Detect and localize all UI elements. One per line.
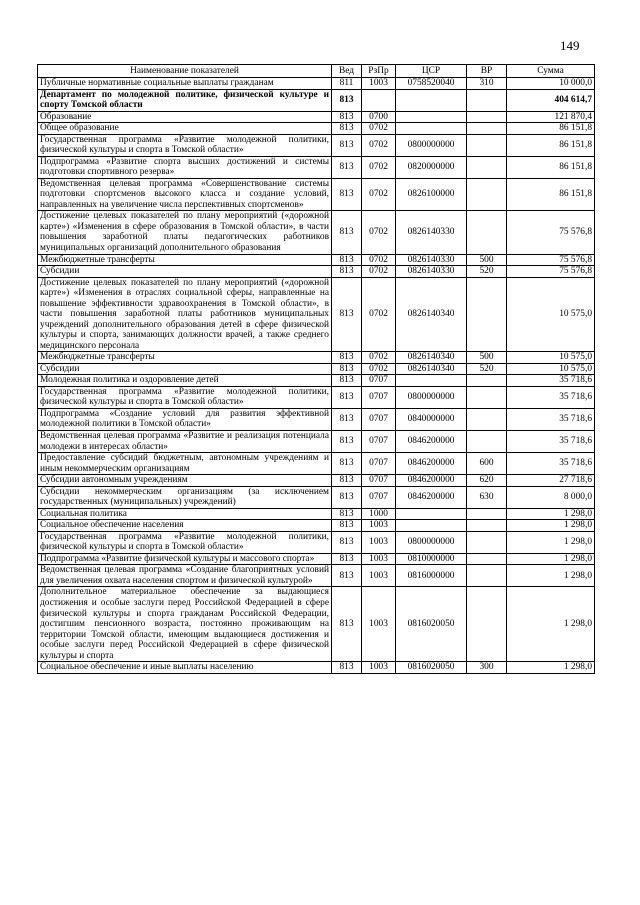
row-rzpr: 1003 <box>362 531 396 553</box>
table-row <box>38 375 595 387</box>
row-csr: 0846200000 <box>396 486 467 508</box>
row-ved: 813 <box>332 375 362 387</box>
row-rzpr: 0702 <box>362 266 396 278</box>
page-number: 149 <box>560 38 580 53</box>
row-name: Государственная программа «Развитие молодежной политики, физической культуры и спорта в Томской области» <box>38 386 332 408</box>
row-csr <box>396 111 467 123</box>
row-vr <box>467 277 507 352</box>
table-row <box>38 352 595 364</box>
row-ved: 813 <box>332 587 362 662</box>
row-csr: 0816020050 <box>396 587 467 662</box>
row-name: Дополнительное материальное обеспечение за выдающиеся достижения и особые заслуги перед Российской Федерацией в сфере физической культуры и спорта гражданам Российской Федерации, достигшим пенсионного возраста, постоянно проживающим на территории Томской области, имеющим выдающиеся достижения и особые заслуги перед Российской Федерацией в сфере физической культуры и спорта <box>38 587 332 662</box>
row-vr <box>467 565 507 587</box>
row-rzpr: 1003 <box>362 553 396 565</box>
row-rzpr: 1003 <box>362 520 396 532</box>
row-name: Подпрограмма «Развитие спорта высших достижений и системы подготовки спортивного резерва» <box>38 156 332 178</box>
row-rzpr: 1003 <box>362 587 396 662</box>
row-rzpr: 0702 <box>362 178 396 211</box>
row-vr <box>467 520 507 532</box>
row-name: Субсидии автономным учреждениям <box>38 475 332 487</box>
table-row <box>38 486 595 508</box>
table-row <box>38 89 595 111</box>
row-vr: 310 <box>467 78 507 90</box>
table-row <box>38 475 595 487</box>
row-sum: 27 718,6 <box>507 475 595 487</box>
row-csr: 0826140330 <box>396 254 467 266</box>
row-csr: 0816000000 <box>396 565 467 587</box>
row-sum: 86 151,8 <box>507 123 595 135</box>
row-name: Публичные нормативные социальные выплаты гражданам <box>38 78 332 90</box>
row-name: Субсидии <box>38 266 332 278</box>
row-name: Департамент по молодежной политике, физической культуре и спорту Томской области <box>38 89 332 111</box>
table-body <box>38 78 595 674</box>
row-ved: 811 <box>332 78 362 90</box>
row-rzpr: 0707 <box>362 475 396 487</box>
row-sum: 1 298,0 <box>507 508 595 520</box>
row-sum: 1 298,0 <box>507 520 595 532</box>
table-row <box>38 78 595 90</box>
row-rzpr: 0707 <box>362 453 396 475</box>
row-ved: 813 <box>332 486 362 508</box>
row-vr <box>467 375 507 387</box>
header-ved: Вед <box>332 65 362 78</box>
row-sum: 10 575,0 <box>507 363 595 375</box>
row-rzpr: 0707 <box>362 375 396 387</box>
row-vr <box>467 89 507 111</box>
row-rzpr: 0702 <box>362 254 396 266</box>
table-row <box>38 254 595 266</box>
row-vr <box>467 508 507 520</box>
row-rzpr: 1003 <box>362 662 396 674</box>
row-ved: 813 <box>332 111 362 123</box>
row-name: Межбюджетные трансферты <box>38 254 332 266</box>
row-sum: 404 614,7 <box>507 89 595 111</box>
row-rzpr: 0702 <box>362 363 396 375</box>
row-sum: 75 576,8 <box>507 254 595 266</box>
row-name: Ведомственная целевая программа «Развитие и реализация потенциала молодежи в интересах области» <box>38 431 332 453</box>
row-ved: 813 <box>332 408 362 430</box>
row-sum: 35 718,6 <box>507 386 595 408</box>
row-name: Общее образование <box>38 123 332 135</box>
row-vr <box>467 431 507 453</box>
row-ved: 813 <box>332 431 362 453</box>
row-sum: 35 718,6 <box>507 408 595 430</box>
row-name: Достижение целевых показателей по плану мероприятий («дорожной карте») «Изменения в отраслях социальной сферы, направленные на повышение эффективности здравоохранения в Томской области», в части повышения заработной платы работников муниципальных учреждений дополнительного образования детей в сфере физической культуры и спорта, занимающих должности врачей, а также среднего медицинского персонала <box>38 277 332 352</box>
row-vr <box>467 553 507 565</box>
row-csr: 0820000000 <box>396 156 467 178</box>
row-rzpr: 0707 <box>362 486 396 508</box>
row-vr <box>467 156 507 178</box>
row-name: Субсидии некоммерческим организациям (за исключением государственных (муниципальных) учреждений) <box>38 486 332 508</box>
row-vr: 600 <box>467 453 507 475</box>
row-sum: 10 575,0 <box>507 277 595 352</box>
table-header-row <box>38 65 595 78</box>
row-ved: 813 <box>332 156 362 178</box>
row-name: Социальное обеспечение и иные выплаты населению <box>38 662 332 674</box>
row-sum: 35 718,6 <box>507 453 595 475</box>
row-name: Ведомственная целевая программа «Создание благоприятных условий для увеличения охвата населения спортом и физической культурой» <box>38 565 332 587</box>
row-name: Ведомственная целевая программа «Совершенствование системы подготовки спортсменов высокого класса и создание условий, направленных на увеличение числа перспективных спортсменов» <box>38 178 332 211</box>
table-row <box>38 587 595 662</box>
row-rzpr: 1000 <box>362 508 396 520</box>
row-rzpr: 0707 <box>362 431 396 453</box>
row-ved: 813 <box>332 363 362 375</box>
row-sum: 75 576,8 <box>507 211 595 254</box>
row-rzpr: 0707 <box>362 408 396 430</box>
header-name: Наименование показателей <box>38 65 332 78</box>
header-vr: ВР <box>467 65 507 78</box>
row-vr: 500 <box>467 352 507 364</box>
row-csr: 0810000000 <box>396 553 467 565</box>
row-csr <box>396 89 467 111</box>
row-ved: 813 <box>332 508 362 520</box>
row-name: Субсидии <box>38 363 332 375</box>
row-csr <box>396 520 467 532</box>
table-row <box>38 266 595 278</box>
header-csr: ЦСР <box>396 65 467 78</box>
row-csr: 0826140330 <box>396 266 467 278</box>
row-name: Молодежная политика и оздоровление детей <box>38 375 332 387</box>
row-name: Образование <box>38 111 332 123</box>
row-csr: 0826140340 <box>396 352 467 364</box>
row-vr <box>467 211 507 254</box>
row-rzpr: 0700 <box>362 111 396 123</box>
row-sum: 8 000,0 <box>507 486 595 508</box>
row-csr <box>396 375 467 387</box>
row-vr <box>467 587 507 662</box>
row-ved: 813 <box>332 475 362 487</box>
row-sum: 75 576,8 <box>507 266 595 278</box>
row-rzpr: 0702 <box>362 352 396 364</box>
row-rzpr: 0707 <box>362 386 396 408</box>
header-sum: Сумма <box>507 65 595 78</box>
row-sum: 86 151,8 <box>507 178 595 211</box>
row-csr: 0800000000 <box>396 134 467 156</box>
row-name: Подпрограмма «Создание условий для развития эффективной молодежной политики в Томской области» <box>38 408 332 430</box>
row-rzpr <box>362 89 396 111</box>
row-ved: 813 <box>332 254 362 266</box>
row-csr: 0826140340 <box>396 363 467 375</box>
row-csr: 0800000000 <box>396 386 467 408</box>
table-row <box>38 520 595 532</box>
row-name: Предоставление субсидий бюджетным, автономным учреждениям и иным некоммерческим организациям <box>38 453 332 475</box>
table-row <box>38 363 595 375</box>
row-rzpr: 1003 <box>362 78 396 90</box>
table-row <box>38 277 595 352</box>
row-name: Социальная политика <box>38 508 332 520</box>
row-csr: 0846200000 <box>396 453 467 475</box>
table-row <box>38 531 595 553</box>
row-name: Межбюджетные трансферты <box>38 352 332 364</box>
row-vr <box>467 111 507 123</box>
row-rzpr: 0702 <box>362 123 396 135</box>
row-rzpr: 0702 <box>362 277 396 352</box>
row-ved: 813 <box>332 178 362 211</box>
table-row <box>38 453 595 475</box>
row-ved: 813 <box>332 553 362 565</box>
row-vr <box>467 531 507 553</box>
row-sum: 121 870,4 <box>507 111 595 123</box>
table-row <box>38 156 595 178</box>
header-rzpr: РзПр <box>362 65 396 78</box>
table-row <box>38 662 595 674</box>
row-vr: 500 <box>467 254 507 266</box>
row-ved: 813 <box>332 266 362 278</box>
row-rzpr: 0702 <box>362 211 396 254</box>
row-ved: 813 <box>332 662 362 674</box>
row-csr: 0826140340 <box>396 277 467 352</box>
row-name: Социальное обеспечение населения <box>38 520 332 532</box>
table-row <box>38 386 595 408</box>
row-vr: 630 <box>467 486 507 508</box>
row-vr <box>467 134 507 156</box>
table-row <box>38 211 595 254</box>
row-ved: 813 <box>332 123 362 135</box>
row-csr <box>396 508 467 520</box>
row-sum: 1 298,0 <box>507 662 595 674</box>
row-name: Подпрограмма «Развитие физической культуры и массового спорта» <box>38 553 332 565</box>
row-sum: 86 151,8 <box>507 134 595 156</box>
row-sum: 86 151,8 <box>507 156 595 178</box>
row-csr <box>396 123 467 135</box>
row-csr: 0800000000 <box>396 531 467 553</box>
row-sum: 1 298,0 <box>507 565 595 587</box>
table-row <box>38 111 595 123</box>
row-ved: 813 <box>332 520 362 532</box>
row-rzpr: 1003 <box>362 565 396 587</box>
row-csr: 0758520040 <box>396 78 467 90</box>
row-sum: 10 575,0 <box>507 352 595 364</box>
row-ved: 813 <box>332 211 362 254</box>
row-ved: 813 <box>332 89 362 111</box>
row-vr: 520 <box>467 266 507 278</box>
row-ved: 813 <box>332 531 362 553</box>
row-csr: 0816020050 <box>396 662 467 674</box>
row-ved: 813 <box>332 565 362 587</box>
row-vr <box>467 386 507 408</box>
row-ved: 813 <box>332 386 362 408</box>
row-name: Государственная программа «Развитие молодежной политики, физической культуры и спорта в Томской области» <box>38 531 332 553</box>
row-name: Государственная программа «Развитие молодежной политики, физической культуры и спорта в Томской области» <box>38 134 332 156</box>
row-vr <box>467 123 507 135</box>
row-ved: 813 <box>332 134 362 156</box>
row-sum: 1 298,0 <box>507 531 595 553</box>
row-sum: 35 718,6 <box>507 375 595 387</box>
row-csr: 0826100000 <box>396 178 467 211</box>
row-vr <box>467 408 507 430</box>
row-vr: 520 <box>467 363 507 375</box>
row-vr <box>467 178 507 211</box>
row-sum: 1 298,0 <box>507 553 595 565</box>
row-ved: 813 <box>332 277 362 352</box>
table-row <box>38 565 595 587</box>
table-row <box>38 553 595 565</box>
row-sum: 10 000,0 <box>507 78 595 90</box>
row-vr: 620 <box>467 475 507 487</box>
row-ved: 813 <box>332 352 362 364</box>
table-row <box>38 408 595 430</box>
table-row <box>38 508 595 520</box>
budget-table <box>37 64 595 674</box>
table-row <box>38 431 595 453</box>
row-vr: 300 <box>467 662 507 674</box>
row-ved: 813 <box>332 453 362 475</box>
table-row <box>38 134 595 156</box>
table-row <box>38 178 595 211</box>
row-csr: 0826140330 <box>396 211 467 254</box>
row-csr: 0846200000 <box>396 431 467 453</box>
row-csr: 0846200000 <box>396 475 467 487</box>
table-row <box>38 123 595 135</box>
row-sum: 1 298,0 <box>507 587 595 662</box>
row-rzpr: 0702 <box>362 134 396 156</box>
row-name: Достижение целевых показателей по плану мероприятий («дорожной карте») «Изменения в сфере образования в Томской области», в части повышения заработной платы педагогических работников муниципальных организаций дополнительного образования <box>38 211 332 254</box>
row-sum: 35 718,6 <box>507 431 595 453</box>
row-rzpr: 0702 <box>362 156 396 178</box>
row-csr: 0840000000 <box>396 408 467 430</box>
